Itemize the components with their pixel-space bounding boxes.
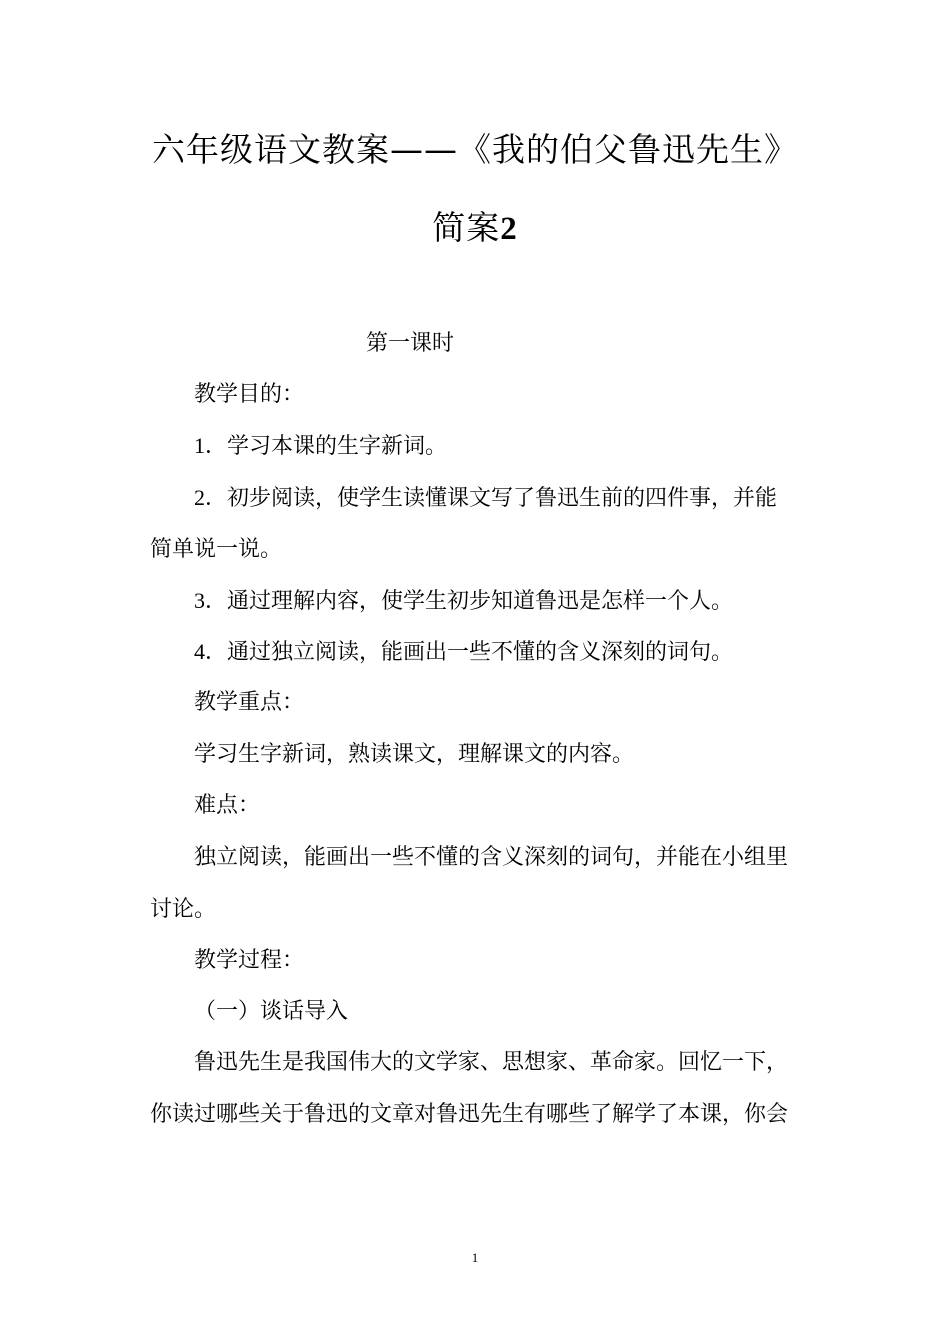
objective-item <box>194 639 733 666</box>
objective-text: ．初步阅读，使学生读懂课文写了鲁迅生前的四件事，并能 <box>205 486 778 511</box>
objective-text: ．学习本课的生字新词。 <box>205 434 448 459</box>
objective-item <box>194 433 447 460</box>
intro-line-2: 你读过哪些关于鲁迅的文章对鲁迅先生有哪些了解学了本课，你会 <box>150 1102 789 1127</box>
document-title-line-1 <box>0 124 950 171</box>
difficulty-text-line-2: 讨论。 <box>150 897 217 922</box>
key-points-text: 学习生字新词，熟读课文，理解课文的内容。 <box>194 742 635 767</box>
objective-item <box>194 588 733 615</box>
difficulty-text-line-1: 独立阅读，能画出一些不懂的含义深刻的词句，并能在小组里 <box>194 845 789 870</box>
page-number: 1 <box>471 1250 479 1265</box>
intro-line-1: 鲁迅先生是我国伟大的文学家、思想家、革命家。回忆一下， <box>194 1050 789 1075</box>
objective-text: ．通过独立阅读，能画出一些不懂的含义深刻的词句。 <box>205 640 734 665</box>
objective-item <box>194 485 777 512</box>
lesson-heading: 第一课时 <box>366 331 455 356</box>
difficulty-label: 难点： <box>194 793 261 818</box>
title-text: 六年级语文教案——《我的伯父鲁迅先生》 <box>152 130 798 169</box>
objective-number: 2 <box>194 485 205 510</box>
title-text-2: 简案 <box>432 208 501 247</box>
objective-number: 3 <box>194 588 205 613</box>
objectives-label: 教学目的： <box>194 382 305 407</box>
objective-continuation: 简单说一说。 <box>150 537 283 562</box>
key-points-label: 教学重点： <box>194 690 305 715</box>
objective-number: 4 <box>194 639 205 664</box>
title-number: 2 <box>500 211 518 247</box>
document-title-line-2 <box>0 202 950 249</box>
process-label: 教学过程： <box>194 948 305 973</box>
objective-text: ．通过理解内容，使学生初步知道鲁迅是怎样一个人。 <box>205 589 734 614</box>
objective-number: 1 <box>194 433 205 458</box>
step1-heading: （一）谈话导入 <box>194 999 349 1024</box>
